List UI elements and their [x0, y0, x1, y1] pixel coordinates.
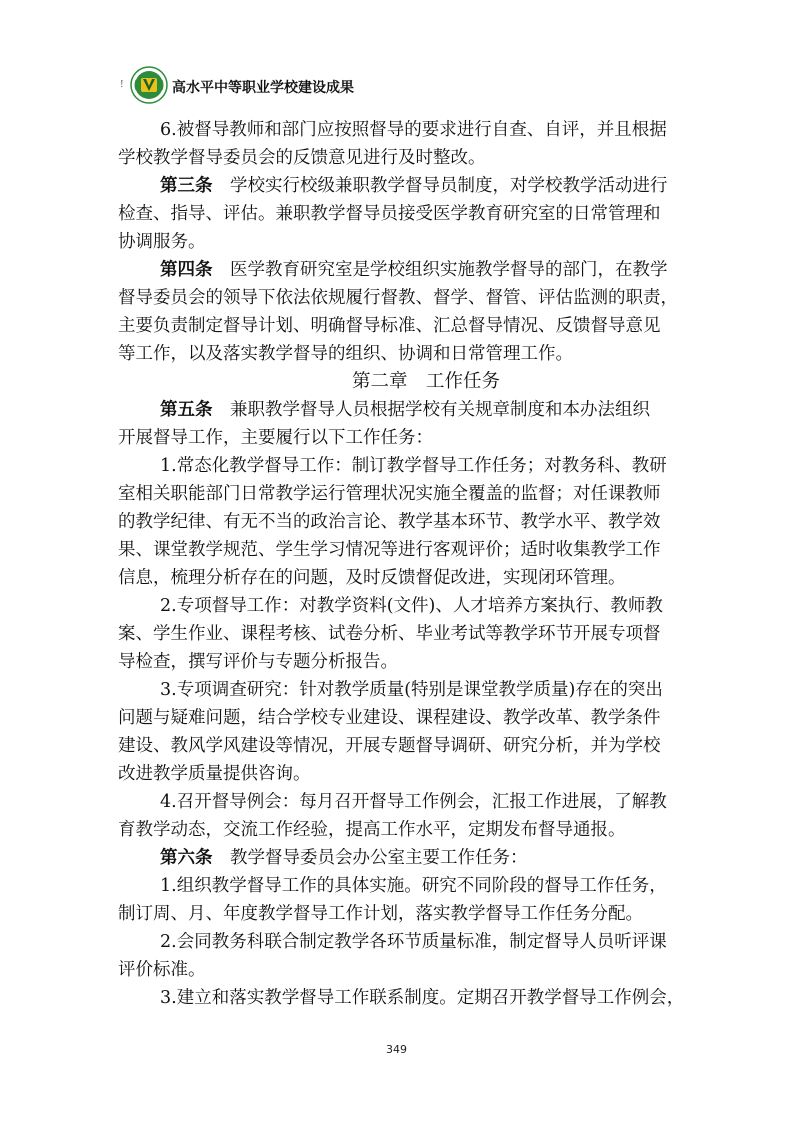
paragraph-line: 改进教学质量提供咨询。 — [118, 764, 311, 784]
paragraph-line: 评价标准。 — [118, 960, 206, 980]
paragraph-line: 3.建立和落实教学督导工作联系制度。定期召开教学督导工作例会， — [160, 988, 685, 1008]
paragraph-line: 果、课堂教学规范、学生学习情况等进行客观评价；适时收集教学工作 — [118, 540, 661, 560]
paragraph-line — [118, 256, 698, 284]
paragraph-line: 开展督导工作，主要履行以下工作任务： — [118, 428, 433, 448]
paragraph-line: 督导委员会的领导下依法依规履行督教、督学、督管、评估监测的职责， — [118, 288, 678, 308]
paragraph-line: 信息，梳理分析存在的问题，及时反馈督促改进，实现闭环管理。 — [118, 568, 626, 588]
paragraph-line: 6.被督导教师和部门应按照督导的要求进行自查、自评，并且根据 — [160, 120, 667, 140]
article-label: 第三条 — [160, 176, 213, 196]
paragraph-line: 检查、指导、评估。兼职教学督导员接受医学教育研究室的日常管理和 — [118, 204, 661, 224]
paragraph-line: 等工作，以及落实教学督导的组织、协调和日常管理工作。 — [118, 344, 573, 364]
paragraph-line: 2.会同教务科联合制定教学各环节质量标准，制定督导人员听评课 — [160, 932, 667, 952]
article-text: 教学督导委员会办公室主要工作任务： — [230, 848, 528, 868]
document-body — [118, 116, 698, 1012]
page-header — [120, 66, 520, 106]
article-text: 兼职教学督导人员根据学校有关规章制度和本办法组织 — [230, 400, 650, 420]
paragraph-line: 室相关职能部门日常教学运行管理状况实施全覆盖的监督；对任课教师 — [118, 484, 661, 504]
article-label: 第六条 — [160, 848, 213, 868]
paragraph-line: 4.召开督导例会：每月召开督导工作例会，汇报工作进展，了解教 — [160, 792, 667, 812]
article-text: 学校实行校级兼职教学督导员制度，对学校教学活动进行 — [230, 176, 668, 196]
paragraph-line: 育教学动态，交流工作经验，提高工作水平，定期发布督导通报。 — [118, 820, 626, 840]
paragraph-line: 学校教学督导委员会的反馈意见进行及时整改。 — [118, 148, 486, 168]
paragraph-line: 的教学纪律、有无不当的政治言论、教学基本环节、教学水平、教学效 — [118, 512, 661, 532]
paragraph-line: 问题与疑难问题，结合学校专业建设、课程建设、教学改革、教学条件 — [118, 708, 661, 728]
header-title: 高水平中等职业学校建设成果 — [172, 80, 354, 96]
article-label: 第四条 — [160, 260, 213, 280]
paragraph-line: 1.常态化教学督导工作：制订教学督导工作任务；对教务科、教研 — [160, 456, 667, 476]
paragraph-line: 协调服务。 — [118, 232, 206, 252]
paragraph-line — [118, 396, 698, 424]
paragraph-line: 导检查，撰写评价与专题分析报告。 — [118, 652, 398, 672]
page-number: 349 — [386, 1043, 407, 1056]
article-label: 第五条 — [160, 400, 213, 420]
chapter-heading: 第二章 工作任务 — [351, 371, 500, 392]
paragraph-line: 3.专项调查研究：针对教学质量(特别是课堂教学质量)存在的突出 — [160, 680, 663, 700]
paragraph-line: 1.组织教学督导工作的具体实施。研究不同阶段的督导工作任务， — [160, 876, 667, 896]
paragraph-line: 2.专项督导工作：对教学资料(文件)、人才培养方案执行、教师教 — [160, 596, 663, 616]
school-emblem-v-icon — [130, 66, 168, 104]
paragraph-line — [118, 844, 698, 872]
paragraph-line: 案、学生作业、课程考核、试卷分析、毕业考试等教学环节开展专项督 — [118, 624, 661, 644]
paragraph-line: 建设、教风学风建设等情况，开展专题督导调研、研究分析，并为学校 — [118, 736, 661, 756]
paragraph-line: 主要负责制定督导计划、明确督导标准、汇总督导情况、反馈督导意见 — [118, 316, 661, 336]
header-mark: ! — [120, 80, 124, 90]
article-text: 医学教育研究室是学校组织实施教学督导的部门，在教学 — [230, 260, 668, 280]
paragraph-line: 制订周、月、年度教学督导工作计划，落实教学督导工作任务分配。 — [118, 904, 643, 924]
paragraph-line — [118, 172, 698, 200]
